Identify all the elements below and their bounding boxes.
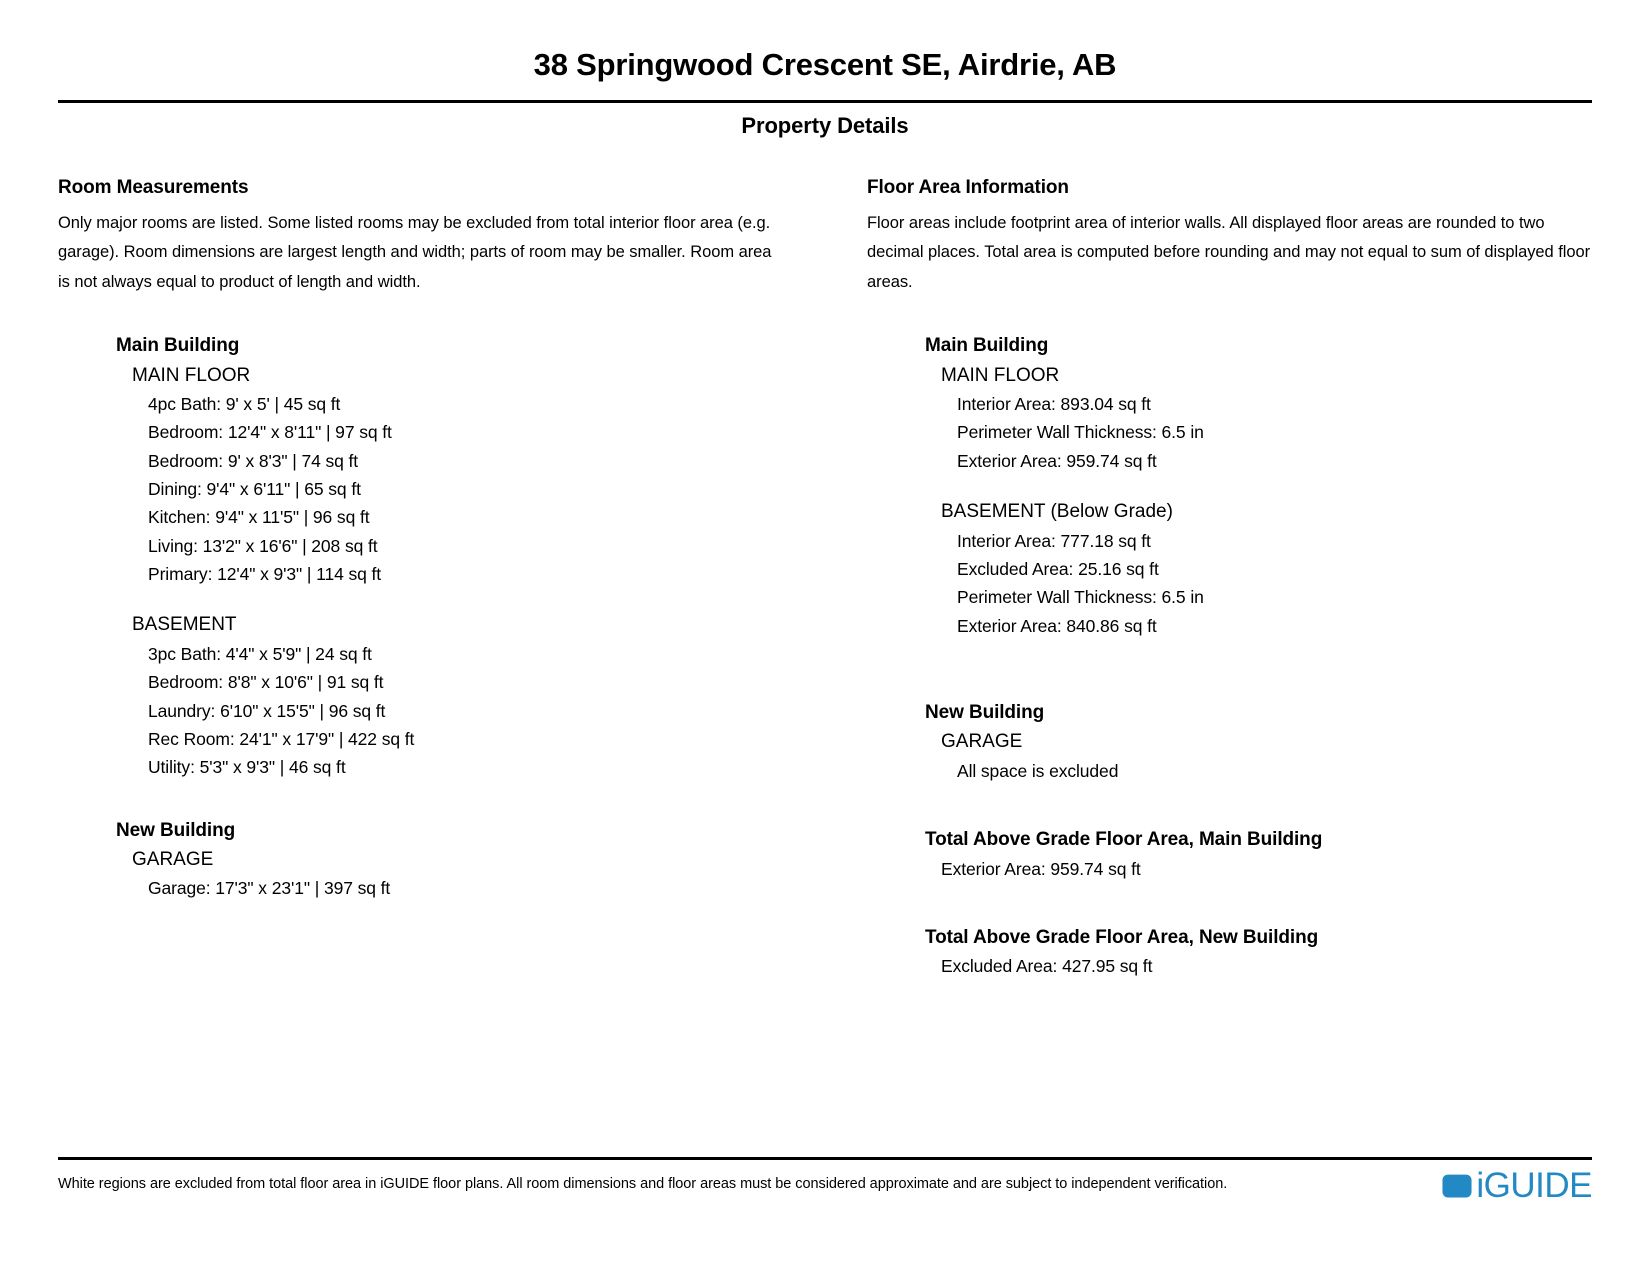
room-measurements-note: Only major rooms are listed. Some listed rooms may be excluded from total interior floor area (e.g. garage). Room dimensions are largest length and width; parts of room may be smaller. Room area is not always equal to product of length and width. (58, 214, 772, 291)
room-entry: Bedroom: 9' x 8'3" | 74 sq ft (148, 450, 359, 471)
floor-area-note: Floor areas include footprint area of interior walls. All displayed floor areas are rounded to two decimal places. Total area is computed before rounding and may not equal to sum of displayed floor areas. (867, 214, 1591, 291)
building-group (58, 816, 785, 903)
building-group (867, 331, 1592, 640)
room-entry: Dining: 9'4" x 6'11" | 65 sq ft (148, 479, 361, 500)
room-entry: Garage: 17'3" x 23'1" | 397 sq ft (148, 878, 391, 899)
level-name: MAIN FLOOR (132, 364, 251, 386)
page-subtitle: Property Details (741, 113, 909, 139)
floor-area-information-column (825, 177, 1592, 981)
iguide-logo-text: iGUIDE (1476, 1166, 1592, 1205)
building-group (867, 698, 1592, 785)
footer (58, 1157, 1592, 1203)
building-group (58, 331, 785, 781)
area-entry: Exterior Area: 959.74 sq ft (957, 450, 1157, 471)
total-entry: Exterior Area: 959.74 sq ft (941, 858, 1141, 879)
iguide-logo (1442, 1168, 1592, 1203)
area-entry: Excluded Area: 25.16 sq ft (957, 558, 1159, 579)
area-entry: Interior Area: 777.18 sq ft (957, 530, 1151, 551)
room-entry: 4pc Bath: 9' x 5' | 45 sq ft (148, 394, 341, 415)
building-name: Main Building (116, 335, 240, 357)
total-entry: Excluded Area: 427.95 sq ft (941, 956, 1153, 977)
room-entry: Bedroom: 12'4" x 8'11" | 97 sq ft (148, 422, 392, 443)
building-name: New Building (116, 819, 236, 841)
level-name: MAIN FLOOR (941, 364, 1060, 386)
room-measurements-column (58, 177, 825, 981)
building-name: New Building (925, 701, 1045, 723)
room-entry: Bedroom: 8'8" x 10'6" | 91 sq ft (148, 672, 384, 693)
total-group (867, 825, 1592, 883)
page-title: 38 Springwood Crescent SE, Airdrie, AB (533, 47, 1117, 82)
content-columns (58, 177, 1592, 981)
total-title: Total Above Grade Floor Area, Main Building (925, 829, 1323, 851)
spacer (58, 588, 785, 610)
level-name: BASEMENT (Below Grade) (941, 501, 1173, 523)
spacer (867, 785, 1592, 825)
room-entry: Kitchen: 9'4" x 11'5" | 96 sq ft (148, 507, 370, 528)
room-entry: Laundry: 6'10" x 15'5" | 96 sq ft (148, 700, 386, 721)
level-name: BASEMENT (132, 614, 237, 636)
iguide-camera-icon (1442, 1171, 1472, 1201)
total-group (867, 923, 1592, 981)
spacer (867, 640, 1592, 698)
room-measurements-heading: Room Measurements (58, 177, 249, 199)
footer-row (58, 1160, 1592, 1203)
building-name: Main Building (925, 335, 1049, 357)
room-entry: Primary: 12'4" x 9'3" | 114 sq ft (148, 564, 382, 585)
area-entry: Exterior Area: 840.86 sq ft (957, 615, 1157, 636)
room-entry: Utility: 5'3" x 9'3" | 46 sq ft (148, 757, 346, 778)
area-entry: Perimeter Wall Thickness: 6.5 in (957, 422, 1204, 443)
floor-area-heading: Floor Area Information (867, 177, 1069, 199)
area-entry: All space is excluded (957, 760, 1119, 781)
area-entry: Perimeter Wall Thickness: 6.5 in (957, 587, 1204, 608)
total-title: Total Above Grade Floor Area, New Building (925, 926, 1319, 948)
spacer (867, 883, 1592, 923)
level-name: GARAGE (941, 731, 1023, 753)
room-entry: Rec Room: 24'1" x 17'9" | 422 sq ft (148, 728, 415, 749)
room-entry: 3pc Bath: 4'4" x 5'9" | 24 sq ft (148, 643, 372, 664)
area-entry: Interior Area: 893.04 sq ft (957, 394, 1151, 415)
spacer (867, 475, 1592, 497)
level-name: GARAGE (132, 849, 214, 871)
room-entry: Living: 13'2" x 16'6" | 208 sq ft (148, 535, 378, 556)
footer-disclaimer: White regions are excluded from total floor area in iGUIDE floor plans. All room dimensions and floor areas must be considered approximate and are subject to independent verification. (58, 1176, 1228, 1192)
